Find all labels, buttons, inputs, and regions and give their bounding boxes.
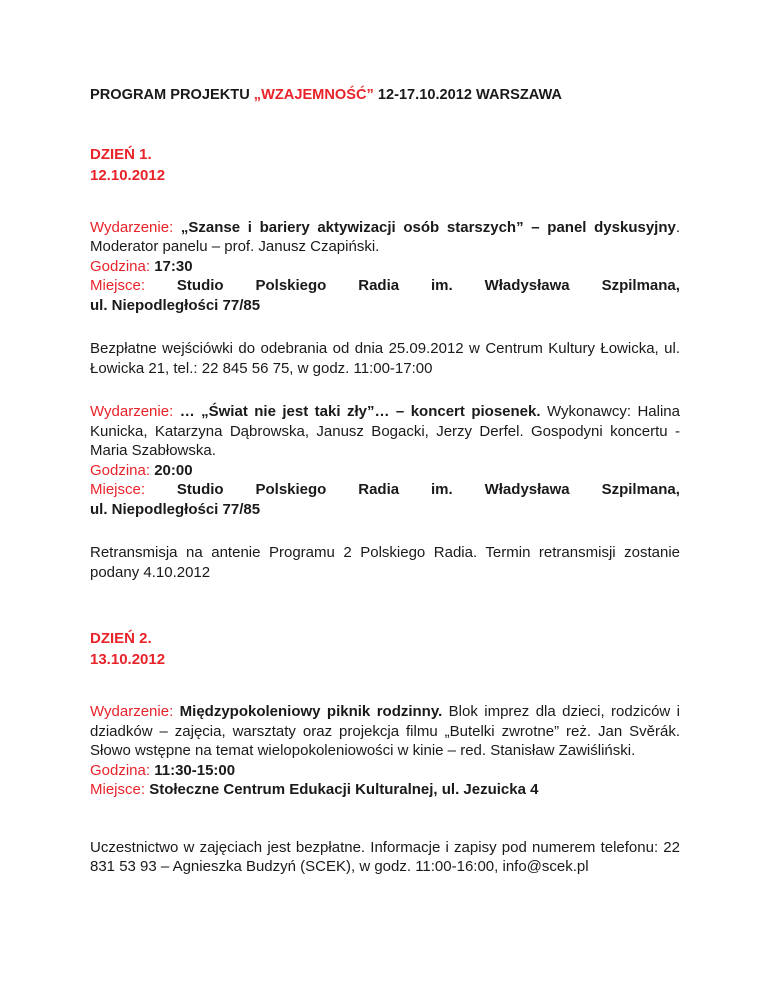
day1-date: 12.10.2012 xyxy=(90,166,166,184)
time-value: 17:30 xyxy=(154,257,193,275)
retransmission-note: Retransmisja na antenie Programu 2 Polskiego Radia. Termin retransmisji zostanie podany 4.10.2012 xyxy=(90,544,680,581)
tickets-note: Bezpłatne wejściówki do odebrania od dnia 25.09.2012 w Centrum Kultury Łowicka, ul. Łowicka 21, tel.: 22 845 56 75, w godz. 11:00-17:00 xyxy=(90,340,680,377)
event-title: „Szanse i bariery aktywizacji osób starszych” – panel dyskusyjny xyxy=(180,218,676,236)
place-address: ul. Niepodległości 77/85 xyxy=(90,296,261,314)
day2-event1 xyxy=(90,702,680,800)
day1-event2 xyxy=(90,402,680,519)
event-place xyxy=(90,780,680,800)
email-link[interactable]: info@scek.pl xyxy=(502,858,589,875)
time-value: 11:30-15:00 xyxy=(154,761,236,779)
day1-heading xyxy=(90,144,680,186)
place-word: im. xyxy=(431,481,453,498)
participation-text: Uczestnictwo w zajęciach jest bezpłatne. Informacje i zapisy pod numerem telefonu: 22 831 53 93 – Agnieszka Budzyń (SCEK), w godz. 11:00-16:00, xyxy=(90,838,680,875)
event-place xyxy=(90,276,680,296)
event-time xyxy=(90,257,680,277)
time-value: 20:00 xyxy=(154,461,193,479)
place-address: ul. Niepodległości 77/85 xyxy=(90,500,261,518)
document-title xyxy=(90,86,680,106)
event-time xyxy=(90,461,680,481)
place-label: Miejsce: xyxy=(90,481,146,498)
event-label: Wydarzenie: xyxy=(90,403,174,420)
place-word: Radia xyxy=(358,481,400,498)
place-value: Stołeczne Centrum Edukacji Kulturalnej, ul. Jezuicka 4 xyxy=(149,781,539,798)
place-word: im. xyxy=(431,277,453,294)
day2-date: 13.10.2012 xyxy=(90,651,166,668)
title-prefix: PROGRAM PROJEKTU xyxy=(90,87,254,103)
project-name: „WZAJEMNOŚĆ” xyxy=(253,87,374,103)
place-word: Szpilmana, xyxy=(601,277,680,294)
day2-label: DZIEŃ 2. xyxy=(90,630,152,647)
place-word: Władysława xyxy=(484,481,570,498)
event-label: Wydarzenie: xyxy=(90,218,174,236)
event-description: . Moderator panelu – prof. Janusz Czapiński. xyxy=(90,218,681,255)
event-time xyxy=(90,761,680,781)
place-word: Szpilmana, xyxy=(601,481,680,498)
place-word: Studio xyxy=(176,481,224,498)
day1-event1 xyxy=(90,218,680,316)
day2-heading xyxy=(90,628,680,670)
place-label: Miejsce: xyxy=(90,277,146,294)
time-label: Godzina: xyxy=(90,461,151,479)
event-label: Wydarzenie: xyxy=(90,703,174,720)
place-word: Radia xyxy=(358,277,400,294)
event-title: … „Świat nie jest taki zły”… – koncert piosenek. xyxy=(179,403,541,420)
place-word: Władysława xyxy=(484,277,570,294)
participation-note xyxy=(90,838,680,877)
place-word: Polskiego xyxy=(255,277,327,294)
time-label: Godzina: xyxy=(90,257,151,275)
event-description: Wykonawcy: Halina Kunicka, Katarzyna Dąbrowska, Janusz Bogacki, Jerzy Derfel. Gospodyni koncertu - Maria Szabłowska. xyxy=(90,403,680,459)
time-label: Godzina: xyxy=(90,761,151,779)
event-title: Międzypokoleniowy piknik rodzinny. xyxy=(179,703,443,720)
event-place xyxy=(90,480,680,500)
event-description: Blok imprez dla dzieci, rodziców i dziadków – zajęcia, warsztaty oraz projekcja filmu „Butelki zwrotne” reż. Jan Svěrák. Słowo wstępne na temat wielopokoleniowości w kinie – red. Stanisław Zawiśliński. xyxy=(90,703,680,759)
place-word: Studio xyxy=(176,277,224,294)
day1-label: DZIEŃ 1. xyxy=(90,145,152,163)
title-suffix: 12-17.10.2012 WARSZAWA xyxy=(373,87,562,103)
place-label: Miejsce: xyxy=(90,781,146,798)
place-word: Polskiego xyxy=(255,481,327,498)
